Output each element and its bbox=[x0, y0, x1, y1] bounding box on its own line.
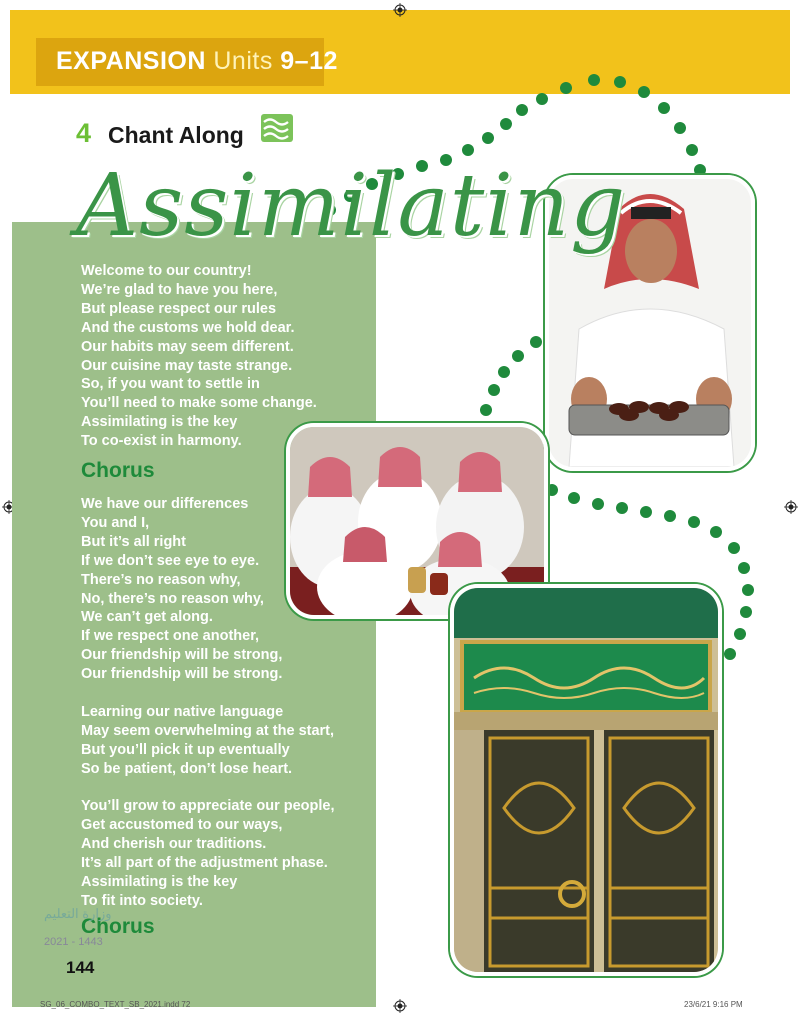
lyric-line: No, there’s no reason why, bbox=[81, 590, 264, 607]
chant-wave-icon bbox=[259, 110, 295, 146]
lyric-line: Our friendship will be strong, bbox=[81, 647, 283, 664]
ministry-watermark: وزارة التعليم bbox=[44, 906, 112, 921]
expansion-label: EXPANSION bbox=[56, 47, 206, 75]
section-title: Chant Along bbox=[108, 122, 244, 148]
chorus-heading-end: Chorus bbox=[81, 915, 155, 938]
lyric-line: Our habits may seem different. bbox=[81, 338, 294, 355]
lyrics-stanza-2 bbox=[81, 703, 334, 779]
photo-calligraphy-gate bbox=[450, 584, 722, 976]
lyric-line: To fit into society. bbox=[81, 892, 203, 909]
lyric-line: If we don’t see eye to eye. bbox=[81, 552, 260, 569]
lyric-line: To co-exist in harmony. bbox=[81, 433, 242, 450]
chorus-heading: Chorus bbox=[81, 459, 155, 482]
lyric-line: You’ll need to make some change. bbox=[81, 395, 317, 412]
lyric-line: So, if you want to settle in bbox=[81, 376, 260, 393]
page-number: 144 bbox=[66, 958, 95, 977]
lyric-line: Welcome to our country! bbox=[81, 263, 252, 279]
lyric-line: We can’t get along. bbox=[81, 609, 213, 626]
lyric-line: But you’ll pick it up eventually bbox=[81, 741, 290, 758]
print-slug-file: SG_06_COMBO_TEXT_SB_2021.indd 72 bbox=[40, 1000, 191, 1009]
lyric-line: Get accustomed to our ways, bbox=[81, 816, 283, 833]
lyric-line: You and I, bbox=[81, 514, 150, 531]
units-word: Units 9–12 bbox=[213, 47, 338, 75]
lyric-line: Our cuisine may taste strange. bbox=[81, 357, 293, 374]
lyric-line: You’ll grow to appreciate our people, bbox=[81, 798, 335, 814]
lyric-line: There’s no reason why, bbox=[81, 571, 241, 588]
lyric-line: We have our differences bbox=[81, 496, 249, 512]
lyric-line: And cherish our traditions. bbox=[81, 835, 267, 852]
lyric-line: But please respect our rules bbox=[81, 300, 277, 317]
lyrics-stanza-1 bbox=[81, 262, 317, 451]
lyric-line: Learning our native language bbox=[81, 704, 284, 720]
lyric-line: Assimilating is the key bbox=[81, 414, 238, 431]
lyric-line: May seem overwhelming at the start, bbox=[81, 722, 335, 739]
lyric-line: Our friendship will be strong. bbox=[81, 666, 283, 683]
lyric-line: So be patient, don’t lose heart. bbox=[81, 760, 293, 777]
lyric-line: And the customs we hold dear. bbox=[81, 319, 295, 336]
ministry-years: 2021 - 1443 bbox=[44, 936, 103, 948]
lyric-line: Assimilating is the key bbox=[81, 873, 238, 890]
lyrics-chorus bbox=[81, 495, 282, 684]
lyric-line: But it’s all right bbox=[81, 533, 186, 550]
lyric-line: If we respect one another, bbox=[81, 628, 260, 645]
lyric-line: It’s all part of the adjustment phase. bbox=[81, 854, 328, 871]
section-number: 4 bbox=[76, 118, 92, 148]
units-range: 9–12 bbox=[280, 47, 338, 75]
big-title: Assimilating bbox=[76, 156, 627, 256]
print-slug-date: 23/6/21 9:16 PM bbox=[684, 1000, 743, 1009]
lyric-line: We’re glad to have you here, bbox=[81, 281, 278, 298]
lyrics-stanza-3 bbox=[81, 797, 335, 910]
